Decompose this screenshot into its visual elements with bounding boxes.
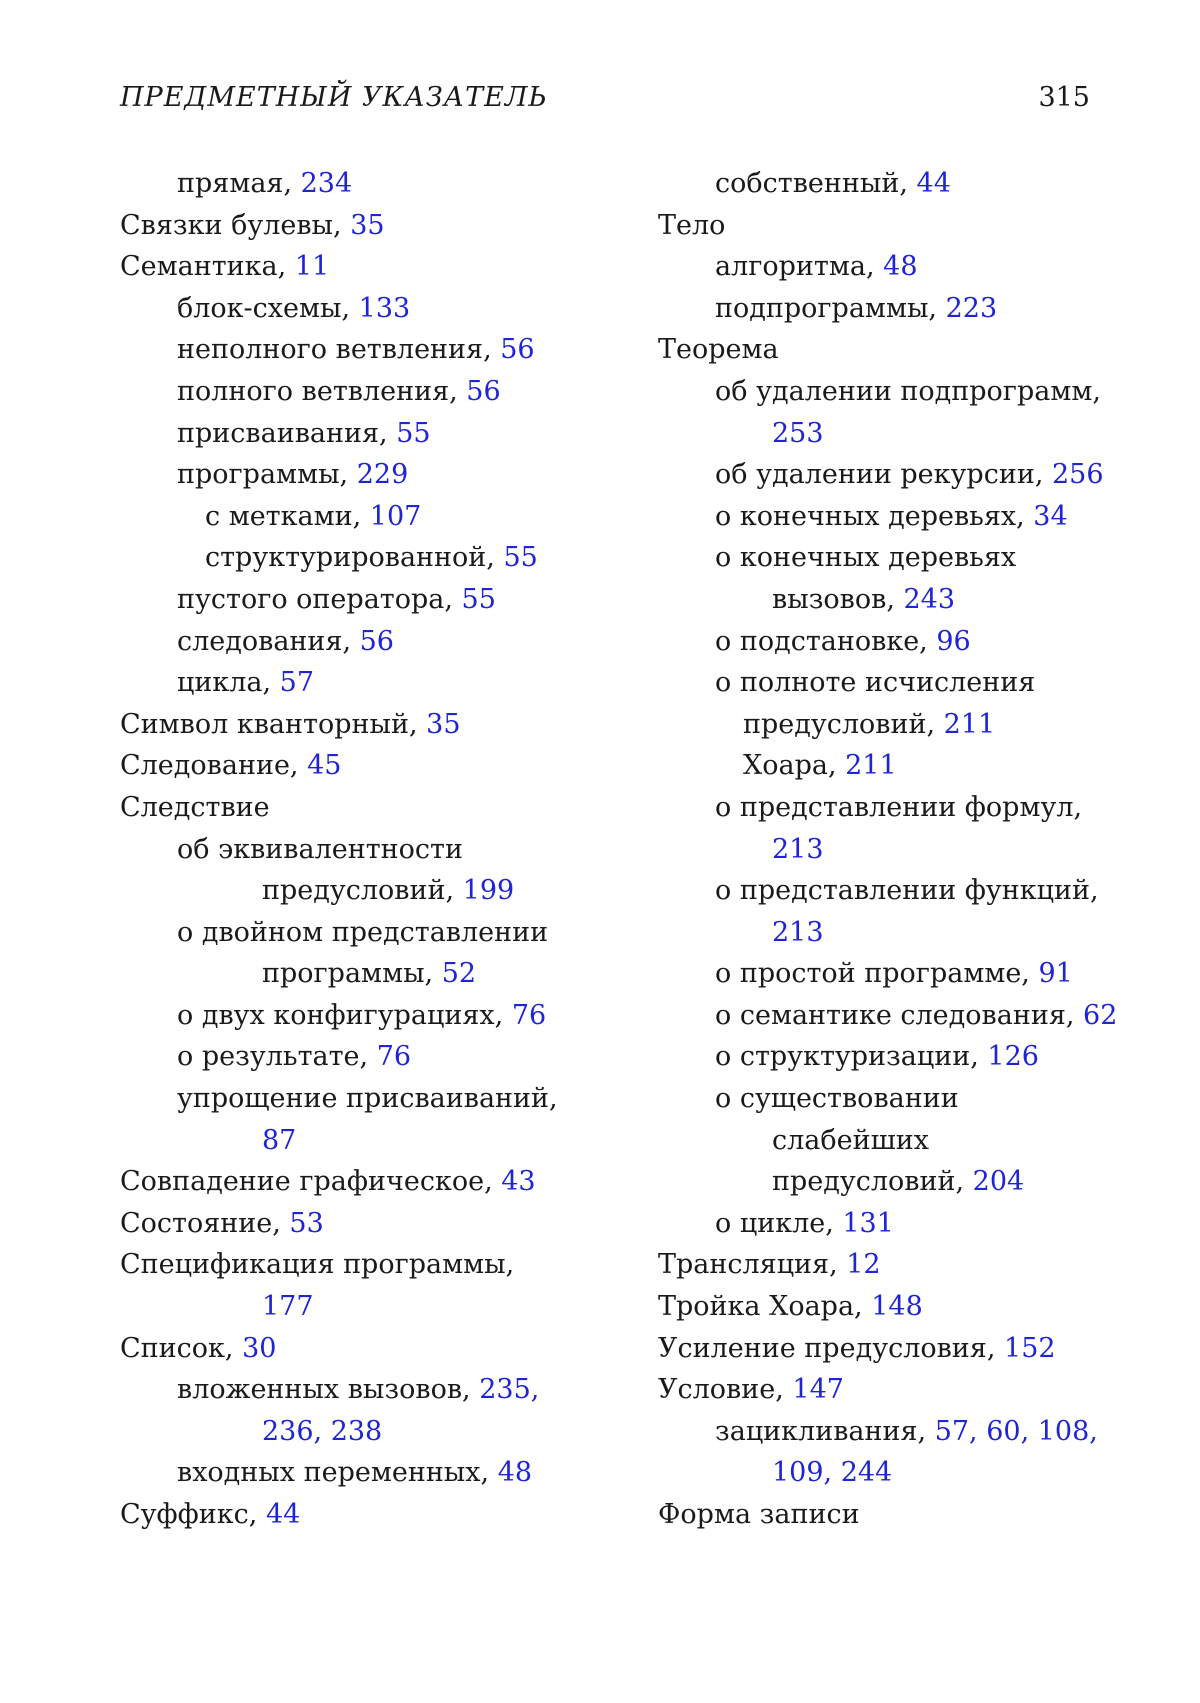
page-reference-link[interactable]: 236, 238 xyxy=(262,1415,383,1447)
index-term: о двух конфигурациях, xyxy=(177,999,512,1031)
index-entry xyxy=(658,413,1098,455)
index-term: о семантике следования, xyxy=(715,999,1084,1031)
page-reference-link[interactable]: 109, 244 xyxy=(772,1457,893,1489)
page-reference-link[interactable]: 53 xyxy=(289,1207,324,1239)
page-reference-link[interactable]: 55 xyxy=(396,417,431,449)
index-entry xyxy=(120,1411,590,1453)
index-term: об удалении подпрограмм, xyxy=(715,375,1101,407)
index-term: о конечных деревьях, xyxy=(715,500,1034,532)
index-term: Спецификация программы, xyxy=(120,1249,515,1281)
index-entry xyxy=(120,1036,590,1078)
index-entry xyxy=(120,912,590,954)
index-entry xyxy=(658,1411,1098,1453)
index-entry xyxy=(658,205,1098,247)
index-term: о структуризации, xyxy=(715,1041,988,1073)
index-term: о цикле, xyxy=(715,1207,843,1239)
index-entry xyxy=(658,1286,1098,1328)
page-reference-link[interactable]: 199 xyxy=(462,875,515,907)
index-entry xyxy=(658,454,1104,496)
index-term: Теорема xyxy=(658,334,779,366)
page-reference-link[interactable]: 30 xyxy=(242,1332,277,1364)
index-entry xyxy=(120,329,590,371)
index-term: предусловий, xyxy=(743,708,944,740)
page-reference-link[interactable]: 57, 60, 108, xyxy=(934,1415,1098,1447)
page-reference-link[interactable]: 11 xyxy=(294,251,330,283)
index-entry xyxy=(658,1036,1098,1078)
index-entry xyxy=(658,537,1098,579)
index-term: прямая, xyxy=(177,168,301,199)
index-term: зацикливания, xyxy=(715,1415,935,1447)
page-number: 315 xyxy=(1038,82,1090,113)
index-entry xyxy=(120,829,590,871)
index-term: о результате, xyxy=(177,1041,377,1073)
index-entry xyxy=(658,246,1098,288)
index-term: упрощение присваиваний, xyxy=(177,1083,558,1115)
page-reference-link[interactable]: 235, xyxy=(479,1374,540,1406)
page-reference-link[interactable]: 55 xyxy=(461,583,496,615)
index-term: о подстановке, xyxy=(715,625,937,657)
index-entry xyxy=(658,745,1098,787)
index-term: пустого оператора, xyxy=(177,583,462,615)
index-entry xyxy=(658,995,1118,1037)
index-term: Усиление предусловия, xyxy=(658,1332,1005,1364)
index-entry xyxy=(120,537,590,579)
page-reference-link[interactable]: 87 xyxy=(262,1124,297,1156)
index-term: Следствие xyxy=(120,791,270,823)
page-reference-link[interactable]: 62 xyxy=(1083,999,1118,1031)
index-entry xyxy=(658,704,1098,746)
page-reference-link[interactable]: 213 xyxy=(772,916,824,948)
index-term: Форма записи xyxy=(658,1499,860,1530)
index-term: неполного ветвления, xyxy=(177,334,501,366)
index-entry xyxy=(658,579,1098,621)
index-entry xyxy=(120,1203,590,1245)
page-reference-link[interactable]: 12 xyxy=(846,1249,881,1281)
index-term: Связки булевы, xyxy=(120,209,351,241)
index-term: присваивания, xyxy=(177,417,397,449)
index-entry xyxy=(120,1120,590,1162)
page-reference-link[interactable]: 34 xyxy=(1033,500,1068,532)
page-reference-link[interactable]: 56 xyxy=(466,375,501,407)
index-entry xyxy=(120,995,590,1037)
index-term: следования, xyxy=(177,625,360,657)
page-reference-link[interactable]: 91 xyxy=(1038,958,1073,990)
index-term: Семантика, xyxy=(120,251,295,283)
page-reference-link[interactable]: 234 xyxy=(300,168,353,199)
page-reference-link[interactable]: 253 xyxy=(772,417,824,449)
index-term: Тело xyxy=(658,209,726,241)
index-entry xyxy=(658,1161,1098,1203)
index-entry xyxy=(658,371,1101,413)
index-term: о представлении формул, xyxy=(715,791,1083,823)
index-entry xyxy=(120,288,590,330)
index-entry xyxy=(658,1244,1098,1286)
index-entry xyxy=(120,205,590,247)
page-reference-link[interactable]: 56 xyxy=(500,334,535,366)
index-entry xyxy=(658,870,1098,912)
index-entry xyxy=(658,496,1098,538)
index-term: Трансляция, xyxy=(658,1249,847,1281)
index-entry xyxy=(120,1161,590,1203)
running-head xyxy=(120,82,1090,122)
index-entry xyxy=(658,1452,1098,1494)
index-term: входных переменных, xyxy=(177,1457,498,1489)
index-term: об эквивалентности xyxy=(177,833,463,865)
index-entry xyxy=(120,745,590,787)
index-term: Список, xyxy=(120,1332,243,1364)
index-entry xyxy=(658,912,1098,954)
page-reference-link[interactable]: 76 xyxy=(511,999,547,1031)
page-reference-link[interactable]: 213 xyxy=(772,833,824,865)
index-entry xyxy=(120,579,590,621)
page-reference-link[interactable]: 96 xyxy=(936,625,971,657)
page-reference-link[interactable]: 133 xyxy=(358,292,411,324)
index-entry xyxy=(658,662,1098,704)
index-entry xyxy=(658,621,1098,663)
index-term: Хоара, xyxy=(743,750,846,782)
index-column-left xyxy=(120,163,590,1536)
index-entry xyxy=(120,246,590,288)
index-term: структурированной, xyxy=(205,542,504,574)
index-term: программы, xyxy=(177,459,357,491)
page-reference-link[interactable]: 35 xyxy=(350,209,385,241)
index-entry xyxy=(120,1369,590,1411)
index-term: Следование, xyxy=(120,750,308,782)
index-term: Совпадение графическое, xyxy=(120,1166,502,1198)
index-term: о существовании xyxy=(715,1083,959,1115)
index-entry xyxy=(658,1494,1098,1536)
index-entry xyxy=(658,163,1098,205)
index-term: программы, xyxy=(262,958,442,990)
index-entry xyxy=(120,662,590,704)
page-reference-link[interactable]: 76 xyxy=(376,1041,412,1073)
page-reference-link[interactable]: 148 xyxy=(871,1291,923,1323)
index-entry xyxy=(120,621,590,663)
page-reference-link[interactable]: 243 xyxy=(903,583,956,615)
page-reference-link[interactable]: 35 xyxy=(426,708,461,740)
index-entry xyxy=(120,1494,590,1536)
page-reference-link[interactable]: 177 xyxy=(262,1291,314,1323)
page-reference-link[interactable]: 126 xyxy=(987,1041,1039,1073)
page-reference-link[interactable]: 56 xyxy=(359,625,394,657)
index-term: предусловий, xyxy=(772,1166,973,1198)
page-reference-link[interactable]: 44 xyxy=(265,1499,301,1530)
index-term: о представлении функций, xyxy=(715,875,1099,907)
index-term: Суффикс, xyxy=(120,1499,266,1530)
index-term: полного ветвления, xyxy=(177,375,467,407)
index-entry xyxy=(120,787,590,829)
index-entry xyxy=(658,1203,1098,1245)
page-reference-link[interactable]: 45 xyxy=(307,750,342,782)
index-entry xyxy=(658,1369,1098,1411)
index-term: о простой программе, xyxy=(715,958,1039,990)
index-entry xyxy=(658,787,1098,829)
index-term: алгоритма, xyxy=(715,251,884,283)
index-term: собственный, xyxy=(715,168,917,199)
index-entry xyxy=(120,1452,590,1494)
index-term: с метками, xyxy=(205,500,370,532)
index-term: Условие, xyxy=(658,1374,793,1406)
page-reference-link[interactable]: 52 xyxy=(441,958,477,990)
page-reference-link[interactable]: 211 xyxy=(845,750,897,782)
page-reference-link[interactable]: 147 xyxy=(792,1374,844,1406)
index-term: предусловий, xyxy=(262,875,463,907)
index-term: подпрограммы, xyxy=(715,292,946,324)
index-entry xyxy=(120,1078,590,1120)
index-term: вложенных вызовов, xyxy=(177,1374,480,1406)
index-entry xyxy=(120,953,590,995)
index-entry xyxy=(120,1286,590,1328)
index-term: Тройка Хоара, xyxy=(658,1291,872,1323)
index-entry xyxy=(658,1328,1098,1370)
index-term: Символ кванторный, xyxy=(120,708,427,740)
page-reference-link[interactable]: 55 xyxy=(503,542,538,574)
page-reference-link[interactable]: 57 xyxy=(279,667,315,699)
page-reference-link[interactable]: 43 xyxy=(501,1166,536,1198)
page-reference-link[interactable]: 223 xyxy=(945,292,998,324)
index-column-right xyxy=(658,163,1118,1536)
index-term: Состояние, xyxy=(120,1207,290,1239)
index-entry xyxy=(658,953,1098,995)
index-entry xyxy=(120,496,590,538)
index-term: цикла, xyxy=(177,667,280,699)
page-reference-link[interactable]: 107 xyxy=(369,500,422,532)
index-entry xyxy=(658,288,1098,330)
page-reference-link[interactable]: 48 xyxy=(883,251,918,283)
index-entry xyxy=(120,1328,590,1370)
index-term: слабейших xyxy=(772,1124,929,1156)
page-reference-link[interactable]: 131 xyxy=(842,1207,894,1239)
index-entry xyxy=(658,329,1098,371)
index-term: вызовов, xyxy=(772,583,904,615)
running-title: ПРЕДМЕТНЫЙ УКАЗАТЕЛЬ xyxy=(120,82,548,113)
index-entry xyxy=(658,1078,1098,1120)
index-entry xyxy=(120,870,590,912)
page-reference-link[interactable]: 211 xyxy=(943,708,996,740)
page-reference-link[interactable]: 204 xyxy=(972,1166,1025,1198)
index-term: блок-схемы, xyxy=(177,292,359,324)
page-reference-link[interactable]: 152 xyxy=(1004,1332,1056,1364)
page-reference-link[interactable]: 44 xyxy=(916,168,951,199)
index-entry xyxy=(120,413,590,455)
page-reference-link[interactable]: 229 xyxy=(356,459,409,491)
index-term: о полноте исчисления xyxy=(715,667,1036,699)
index-entry xyxy=(120,371,590,413)
index-entry xyxy=(120,1244,590,1286)
index-entry xyxy=(120,163,590,205)
index-entry xyxy=(120,454,590,496)
page-reference-link[interactable]: 48 xyxy=(497,1457,533,1489)
index-term: о двойном представлении xyxy=(177,916,549,948)
index-entry xyxy=(658,1120,1098,1162)
page-reference-link[interactable]: 256 xyxy=(1052,459,1104,491)
index-term: об удалении рекурсии, xyxy=(715,459,1052,491)
index-entry xyxy=(658,829,1098,871)
index-term: о конечных деревьях xyxy=(715,542,1017,574)
index-entry xyxy=(120,704,590,746)
